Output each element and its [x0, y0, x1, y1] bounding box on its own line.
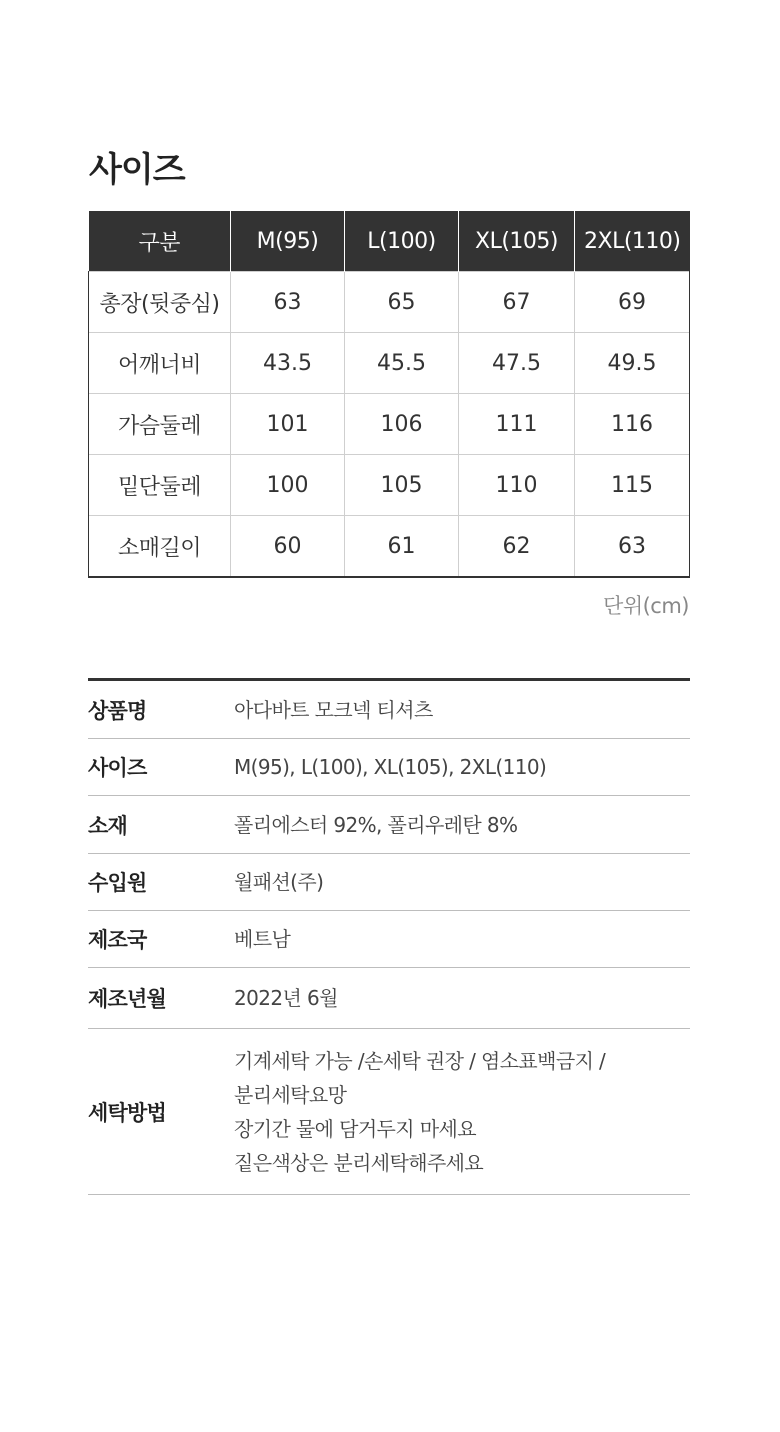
info-value-line: 아다바트 모크넥 티셔츠 [234, 697, 433, 722]
info-row-manufacture-date [88, 968, 690, 1029]
info-value-line: 2022년 6월 [234, 986, 338, 1010]
size-table [88, 211, 690, 578]
size-table-header-l: L(100) [345, 211, 459, 272]
info-value-line: 월패션(주) [234, 870, 324, 894]
size-table-header-xl: XL(105) [459, 211, 575, 272]
table-cell: 69 [575, 272, 690, 333]
table-row [89, 333, 690, 394]
info-value-line: M(95), L(100), XL(105), 2XL(110) [234, 755, 547, 779]
table-cell: 63 [231, 272, 345, 333]
table-row [89, 516, 690, 578]
info-label: 수입원 [88, 871, 147, 895]
info-value [234, 981, 690, 1015]
table-row [89, 394, 690, 455]
info-row-size [88, 739, 690, 796]
info-value [234, 1044, 690, 1180]
info-value-line: 짙은색상은 분리세탁해주세요 [234, 1150, 484, 1175]
table-cell: 47.5 [459, 333, 575, 394]
info-label: 사이즈 [88, 756, 147, 780]
row-label: 밑단둘레 [89, 455, 231, 516]
info-label: 제조년월 [88, 987, 166, 1011]
table-cell: 65 [345, 272, 459, 333]
table-cell: 45.5 [345, 333, 459, 394]
info-value [234, 750, 690, 784]
info-row-washing [88, 1029, 690, 1195]
size-table-header-category: 구분 [89, 211, 231, 272]
size-table-header-m: M(95) [231, 211, 345, 272]
info-value [234, 693, 690, 727]
info-row-material [88, 796, 690, 854]
info-value-line: 폴리에스터 92%, 폴리우레탄 8% [234, 812, 518, 837]
info-value-line: 분리세탁요망 [234, 1082, 347, 1107]
table-cell: 67 [459, 272, 575, 333]
table-cell: 110 [459, 455, 575, 516]
info-value-line: 기계세탁 가능 /손세탁 권장 / 염소표백금지 / [234, 1048, 606, 1073]
row-label: 총장(뒷중심) [89, 272, 231, 333]
table-cell: 115 [575, 455, 690, 516]
size-table-header-row [89, 211, 690, 272]
size-section-title: 사이즈 [89, 150, 185, 190]
table-cell: 49.5 [575, 333, 690, 394]
info-label: 제조국 [88, 928, 147, 952]
table-cell: 116 [575, 394, 690, 455]
product-info-table [88, 678, 690, 1195]
table-row [89, 455, 690, 516]
unit-note: 단위(cm) [603, 594, 689, 618]
info-value [234, 865, 690, 899]
table-cell: 106 [345, 394, 459, 455]
table-cell: 43.5 [231, 333, 345, 394]
row-label: 어깨너비 [89, 333, 231, 394]
table-cell: 61 [345, 516, 459, 578]
info-value [234, 808, 690, 842]
info-value-line: 장기간 물에 담거두지 마세요 [234, 1116, 476, 1141]
table-cell: 105 [345, 455, 459, 516]
info-row-country [88, 911, 690, 968]
table-cell: 101 [231, 394, 345, 455]
size-table-header-2xl: 2XL(110) [575, 211, 690, 272]
table-cell: 100 [231, 455, 345, 516]
info-row-product-name [88, 681, 690, 739]
table-cell: 111 [459, 394, 575, 455]
info-label: 세탁방법 [88, 1100, 166, 1125]
info-value-line: 베트남 [234, 927, 291, 951]
info-value [234, 922, 690, 956]
table-cell: 60 [231, 516, 345, 578]
info-row-importer [88, 854, 690, 911]
table-row [89, 272, 690, 333]
row-label: 가슴둘레 [89, 394, 231, 455]
row-label: 소매길이 [89, 516, 231, 578]
table-cell: 62 [459, 516, 575, 578]
info-label: 상품명 [88, 698, 147, 723]
table-cell: 63 [575, 516, 690, 578]
info-label: 소재 [88, 813, 127, 838]
